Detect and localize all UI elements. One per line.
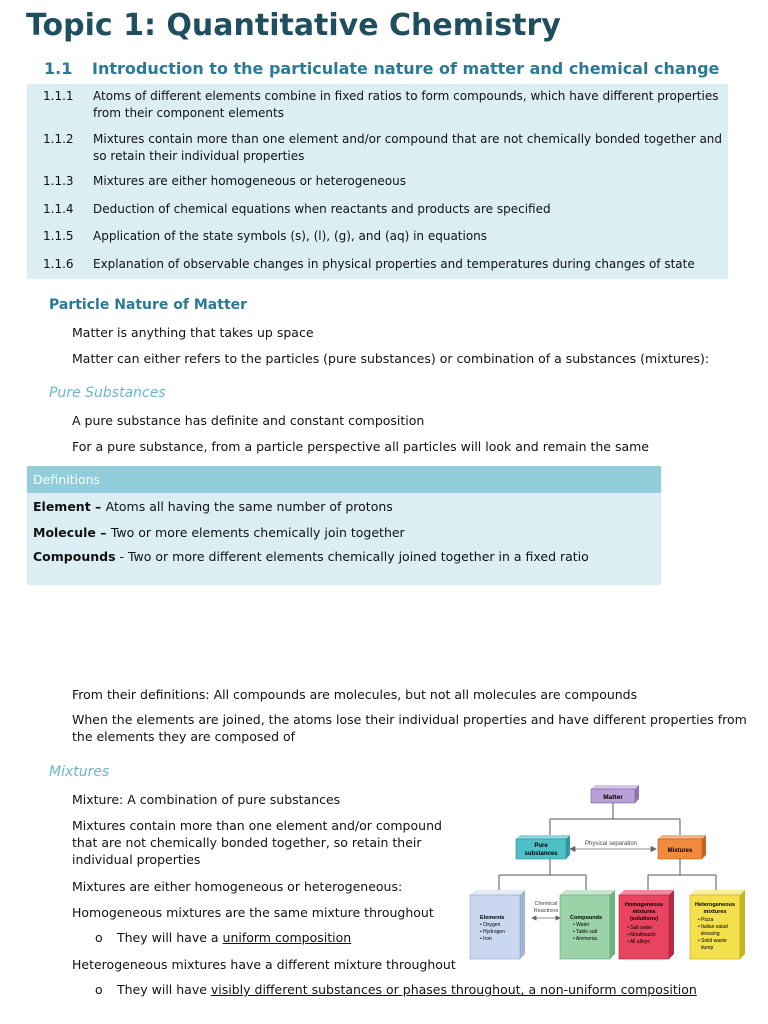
pure-label: Pure bbox=[534, 843, 548, 849]
heterogeneous-item: • Pizza bbox=[698, 917, 714, 923]
objective-text: Mixtures contain more than one element and/or compound that are not chemically bonded together and so retain their individual properties bbox=[93, 132, 723, 163]
homogeneous-title: mixtures bbox=[632, 909, 656, 915]
definition-text: Two or more elements chemically join together bbox=[110, 525, 405, 540]
homogeneous-item: • Salt water bbox=[627, 925, 653, 931]
bullet-underlined: uniform composition bbox=[222, 930, 352, 945]
paragraph: A pure substance has definite and constant composition bbox=[72, 413, 425, 428]
definition-molecule bbox=[33, 525, 405, 540]
homogeneous-item: • Mouthwash bbox=[627, 932, 656, 938]
mixtures-box bbox=[658, 835, 706, 859]
bullet-item bbox=[95, 930, 351, 945]
objective-number: 1.1.1 bbox=[43, 89, 74, 103]
definition-separator: – bbox=[90, 499, 106, 514]
bullet-text: They will have bbox=[117, 982, 211, 997]
bullet-icon: o bbox=[95, 930, 103, 945]
paragraph: For a pure substance, from a particle perspective all particles will look and remain the same bbox=[72, 439, 650, 454]
homogeneous-mixtures-box bbox=[619, 890, 674, 959]
chemical-reactions-arrow bbox=[532, 916, 560, 920]
page-title: Topic 1: Quantitative Chemistry bbox=[26, 8, 561, 43]
compounds-item: • Ammonia bbox=[573, 936, 597, 942]
paragraph: From their definitions: All compounds are molecules, but not all molecules are compounds bbox=[72, 687, 638, 702]
heterogeneous-mixtures-box bbox=[690, 890, 745, 959]
pure-substances-heading: Pure Substances bbox=[49, 385, 166, 401]
definition-text: Atoms all having the same number of protons bbox=[105, 499, 393, 514]
pure-substances-box bbox=[516, 835, 570, 859]
heterogeneous-item: • Solid waste bbox=[698, 938, 727, 944]
paragraph: When the elements are joined, the atoms lose their individual properties and have different properties from the elements they are composed of bbox=[72, 712, 747, 744]
section-number: 1.1 bbox=[44, 59, 73, 78]
matter-label: Matter bbox=[603, 794, 623, 801]
definition-term: Element bbox=[33, 499, 91, 514]
objective-number: 1.1.6 bbox=[43, 257, 74, 271]
definition-compounds bbox=[33, 549, 589, 564]
bullet-item bbox=[95, 982, 697, 997]
definition-separator: - bbox=[115, 549, 128, 564]
elements-item: • Iron bbox=[480, 936, 492, 942]
paragraph: Mixtures contain more than one element and/or compound that are not chemically bonded together, so retain their individual properties bbox=[72, 818, 442, 867]
heterogeneous-item: • Italian salad bbox=[698, 924, 728, 930]
bullet-text: They will have a bbox=[117, 930, 223, 945]
bullet-underlined: visibly different substances or phases throughout, a non-uniform composition bbox=[210, 982, 697, 997]
paragraph: Mixture: A combination of pure substances bbox=[72, 792, 341, 807]
objective-number: 1.1.2 bbox=[43, 132, 74, 146]
pure-label: substances bbox=[524, 851, 558, 857]
homogeneous-title: (solutions) bbox=[629, 916, 659, 922]
objective-text: Mixtures are either homogeneous or heterogeneous bbox=[93, 174, 406, 188]
definition-element bbox=[33, 499, 393, 514]
physical-separation-arrow bbox=[570, 847, 656, 852]
paragraph: Mixtures are either homogeneous or heterogeneous: bbox=[72, 879, 403, 894]
objective-text: Deduction of chemical equations when reactants and products are specified bbox=[93, 202, 551, 216]
homogeneous-title: Homogeneous bbox=[624, 902, 664, 908]
compounds-box bbox=[560, 890, 615, 959]
definition-term: Molecule bbox=[33, 525, 96, 540]
compounds-title: Compounds bbox=[570, 915, 603, 921]
heterogeneous-item: dressing bbox=[698, 931, 720, 937]
paragraph: Heterogeneous mixtures have a different mixture throughout bbox=[72, 957, 456, 972]
definition-term: Compounds bbox=[33, 549, 116, 564]
paragraph: Homogeneous mixtures are the same mixture throughout bbox=[72, 905, 434, 920]
objective-number: 1.1.3 bbox=[43, 174, 74, 188]
matter-classification-diagram bbox=[466, 783, 756, 968]
paragraph: Matter can either refers to the particles (pure substances) or combination of a substances (mixtures): bbox=[72, 351, 710, 366]
section-title: Introduction to the particulate nature of matter and chemical change bbox=[92, 59, 720, 78]
objective-text: Explanation of observable changes in physical properties and temperatures during changes of state bbox=[93, 257, 695, 271]
heterogeneous-title: mixtures bbox=[703, 909, 727, 915]
chemical-reactions-label: Reactions bbox=[533, 908, 559, 914]
mixtures-label: Mixtures bbox=[667, 848, 693, 854]
objectives-box bbox=[27, 84, 728, 279]
elements-item: • Oxygen bbox=[480, 922, 501, 928]
heterogeneous-item: dump bbox=[698, 945, 714, 951]
elements-title: Elements bbox=[480, 915, 505, 921]
objective-number: 1.1.4 bbox=[43, 202, 74, 216]
elements-box bbox=[470, 890, 525, 959]
compounds-item: • Table salt bbox=[573, 929, 598, 935]
objective-text: Atoms of different elements combine in fixed ratios to form compounds, which have different properties from their component elements bbox=[93, 89, 719, 120]
definitions-box bbox=[27, 466, 661, 585]
homogeneous-item: • All alloys bbox=[627, 939, 650, 945]
paragraph: Matter is anything that takes up space bbox=[72, 325, 314, 340]
heterogeneous-title: Heterogeneous bbox=[694, 902, 736, 908]
definitions-header: Definitions bbox=[27, 466, 661, 493]
physical-separation-label: Physical separation bbox=[584, 841, 638, 847]
compounds-item: • Water bbox=[573, 922, 590, 928]
matter-box bbox=[591, 785, 639, 803]
elements-item: • Hydrogen bbox=[480, 929, 505, 935]
particle-nature-heading: Particle Nature of Matter bbox=[49, 297, 248, 313]
objective-text: Application of the state symbols (s), (l), (g), and (aq) in equations bbox=[93, 229, 488, 243]
chemical-reactions-label: Chemical bbox=[534, 901, 558, 907]
objective-number: 1.1.5 bbox=[43, 229, 74, 243]
definition-separator: – bbox=[95, 525, 111, 540]
definition-text: Two or more different elements chemically joined together in a fixed ratio bbox=[127, 549, 589, 564]
mixtures-heading: Mixtures bbox=[49, 764, 110, 780]
bullet-icon: o bbox=[95, 982, 103, 997]
